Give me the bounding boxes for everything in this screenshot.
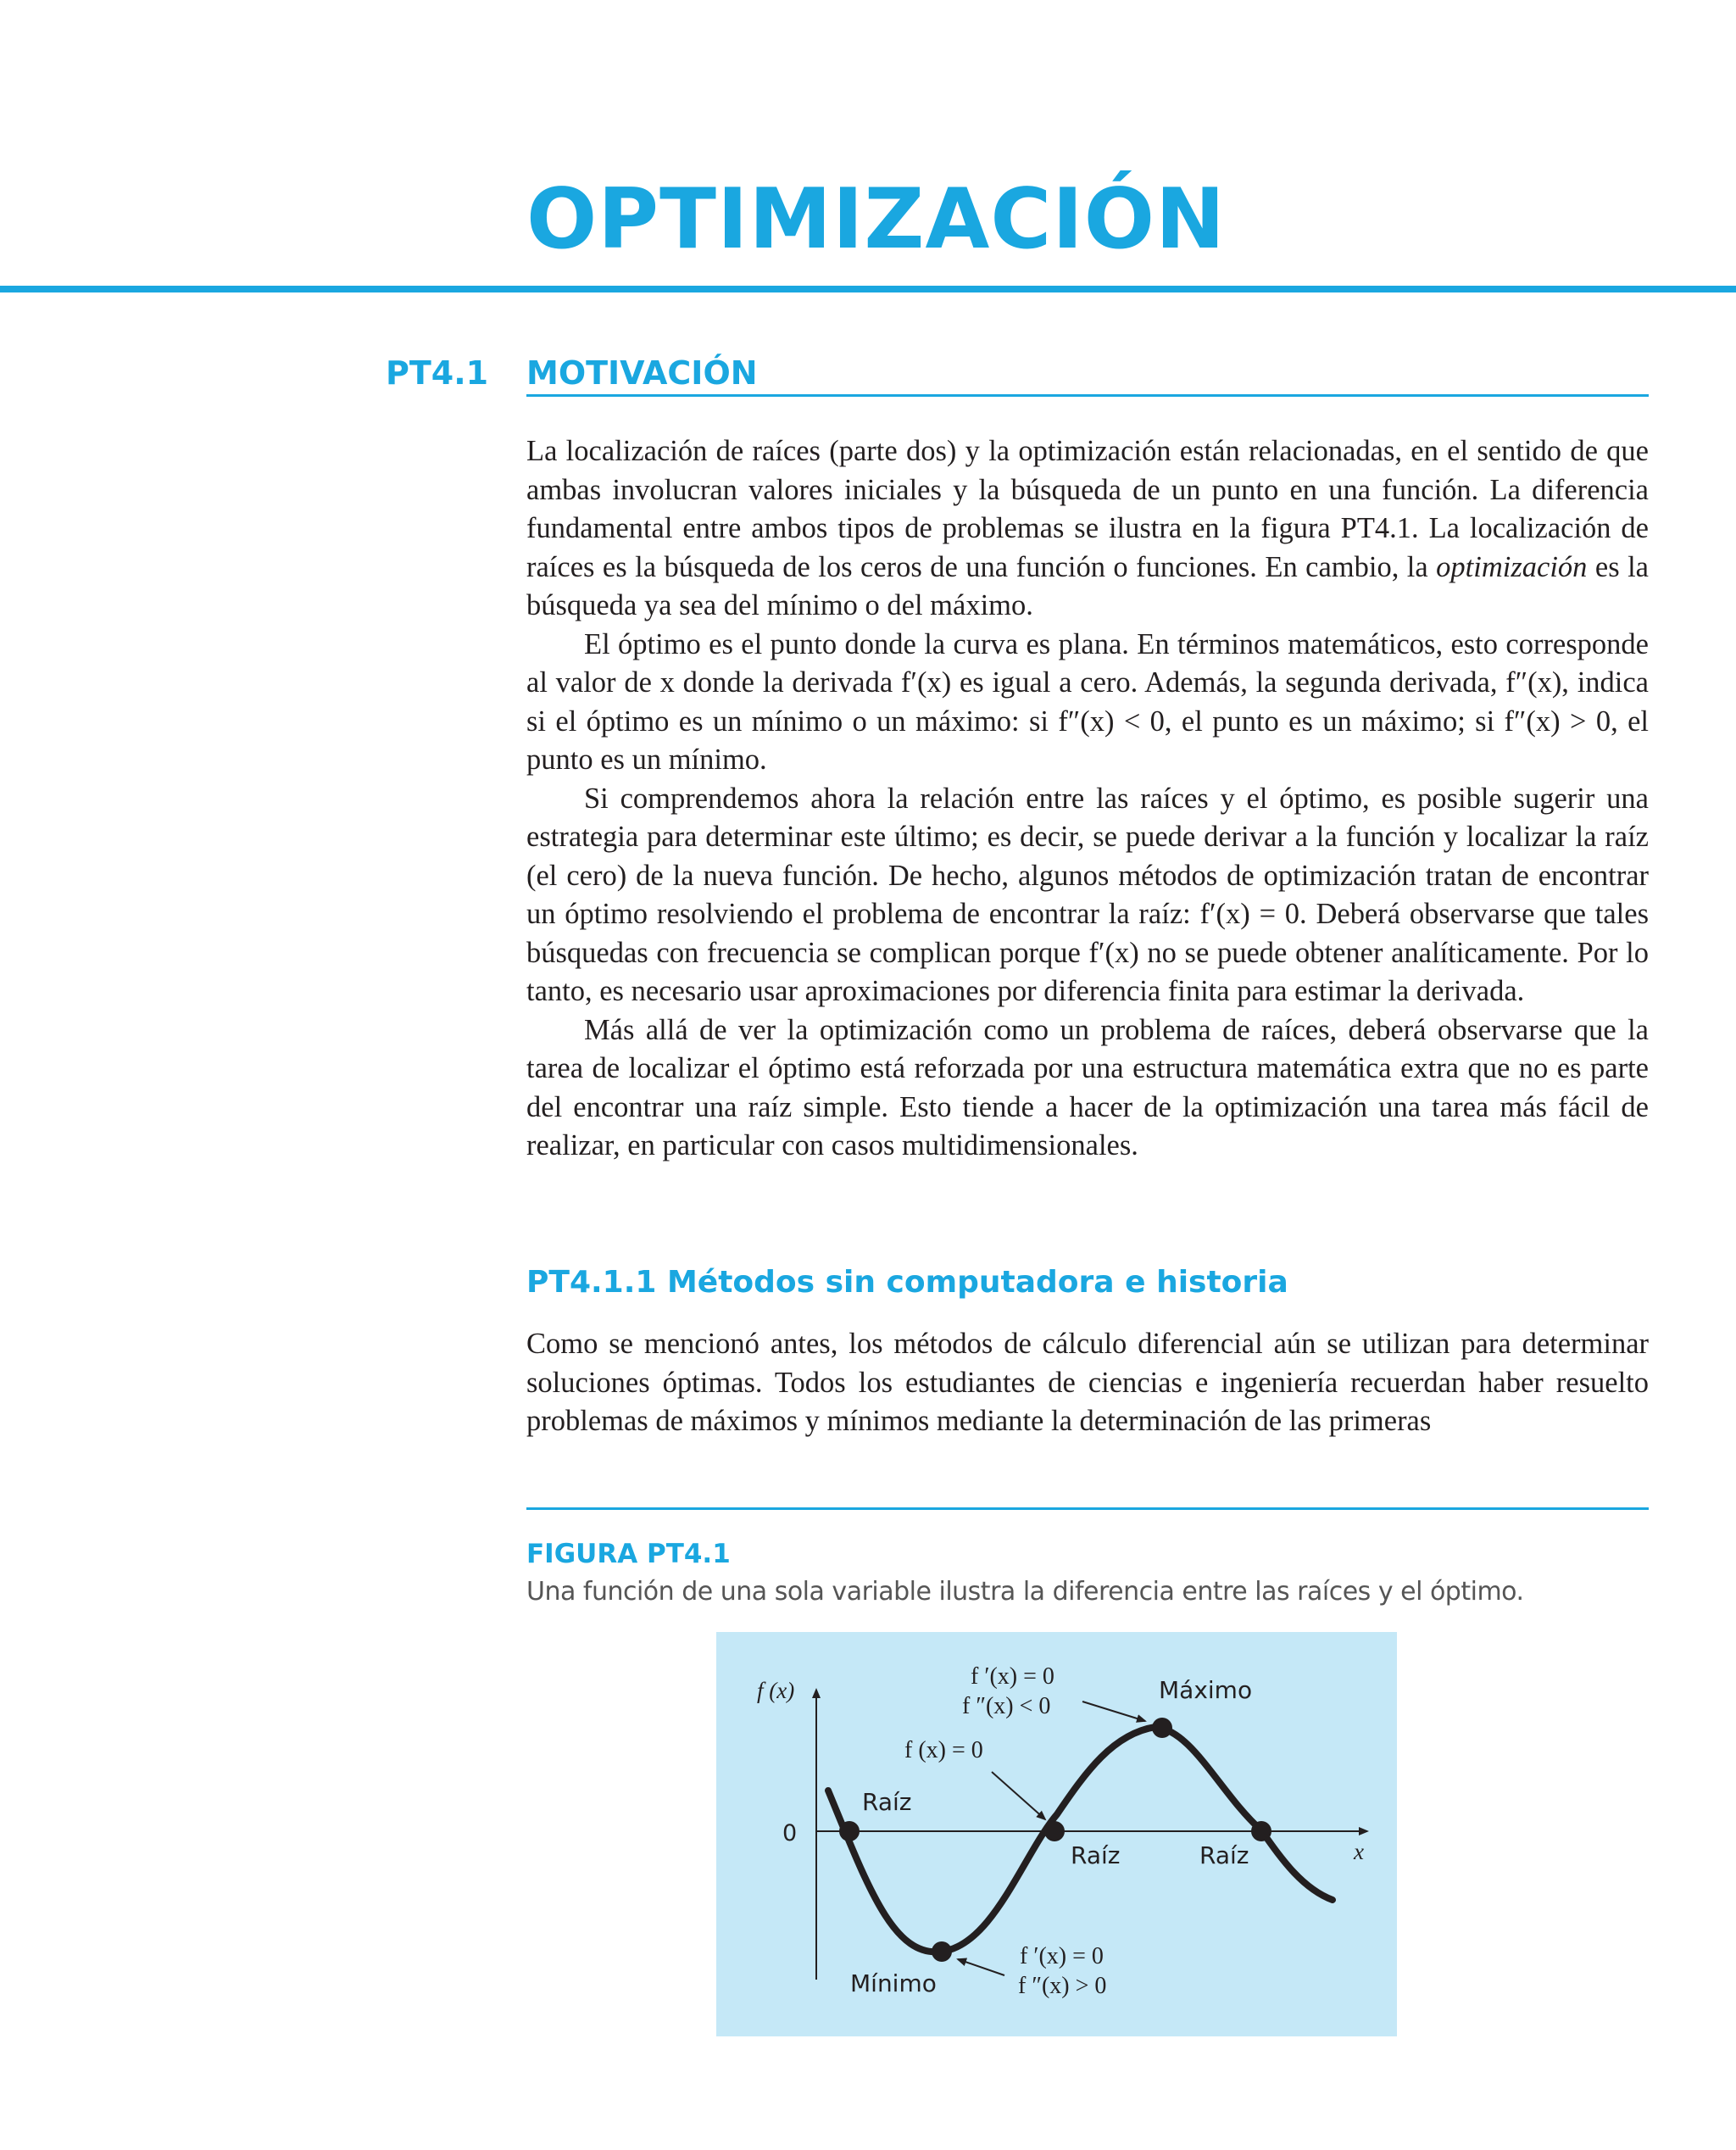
root-condition: f (x) = 0 [904, 1737, 983, 1763]
figure-caption: Una función de una sola variable ilustra la diferencia entre las raíces y el óptimo. [526, 1577, 1524, 1607]
max-condition-second: f ″(x) < 0 [962, 1693, 1051, 1719]
paragraph-3: Si comprendemos ahora la relación entre las raíces y el óptimo, es posible sugerir una estrategia para determinar este último; es decir, se puede derivar a la función y localizar la raíz (el cero) de la nueva función. De hecho, algunos métodos de optimización tratan de encontrar un óptimo resolviendo el problema de encontrar la raíz: f′(x) = 0. Deberá observarse que tales búsquedas con frecuencia se complican porque f′(x) no se puede obtener analíticamente. Por lo tanto, es necesario usar aproximaciones por diferencia finita para estimar la derivada. [526, 782, 1649, 1007]
root-label-right: Raíz [1199, 1841, 1249, 1869]
part-title: OPTIMIZACIÓN [526, 171, 1227, 268]
minimum-label: Mínimo [850, 1969, 937, 1997]
figure-rule [526, 1507, 1649, 1510]
zero-label: 0 [782, 1820, 798, 1846]
subsection-title: PT4.1.1 Métodos sin computadora e historia [526, 1265, 1288, 1300]
root-point-mid [1044, 1821, 1065, 1841]
paragraph-4: Más allá de ver la optimización como un problema de raíces, deberá observarse que la tarea de localizar el óptimo está reforzada por una estructura matemática extra que no es parte del encontrar una raíz simple. Esto tiende a hacer de la optimización una tarea más fácil de realizar, en particular con casos multidimensionales. [526, 1013, 1649, 1161]
minimum-point [932, 1941, 952, 1962]
min-condition-second: f ″(x) > 0 [1018, 1973, 1107, 1999]
root-point-right [1251, 1821, 1271, 1841]
section-number: PT4.1 [386, 354, 489, 392]
max-condition-first: f ′(x) = 0 [971, 1663, 1054, 1690]
section-body [526, 432, 1649, 1166]
min-condition-first: f ′(x) = 0 [1020, 1943, 1104, 1969]
section-title: MOTIVACIÓN [526, 354, 758, 392]
maximum-point [1152, 1718, 1172, 1738]
y-axis-label: f (x) [757, 1678, 795, 1703]
paragraph-2: El óptimo es el punto donde la curva es plana. En términos matemáticos, esto corresponde al valor de x donde la derivada f′(x) es igual a cero. Además, la segunda derivada, f″(x), indica si el óptimo es un mínimo o un máximo: si f″(x) < 0, el punto es un máximo; si f″(x) > 0, el punto es un mínimo. [526, 627, 1649, 776]
x-axis-label: x [1354, 1839, 1364, 1864]
root-label-mid: Raíz [1071, 1841, 1121, 1869]
paragraph-5: Como se mencionó antes, los métodos de cálculo diferencial aún se utilizan para determinar soluciones óptimas. Todos los estudiantes de ciencias e ingeniería recuerdan haber resuelto problemas de máximos y mínimos mediante la determinación de las primeras [526, 1328, 1649, 1437]
figure-diagram [716, 1632, 1397, 2036]
section-rule [526, 394, 1649, 397]
root-label-left: Raíz [862, 1788, 912, 1816]
emphasis-term: optimización [1436, 550, 1588, 583]
root-point-left [839, 1821, 860, 1841]
figure-label: FIGURA PT4.1 [526, 1539, 731, 1569]
subsection-body [526, 1325, 1649, 1441]
paragraph-1: La localización de raíces (parte dos) y la optimización están relacionadas, en el sentido de que ambas involucran valores iniciales y la búsqueda de un punto en una función. La diferencia fundamental entre ambos tipos de problemas se ilustra en la figura PT4.1. La localización de raíces es la búsqueda de los ceros de una función o funciones. En cambio, la optimización es la búsqueda ya sea del mínimo o del máximo. [526, 435, 1649, 621]
title-rule [0, 286, 1736, 292]
maximum-label: Máximo [1159, 1676, 1253, 1704]
